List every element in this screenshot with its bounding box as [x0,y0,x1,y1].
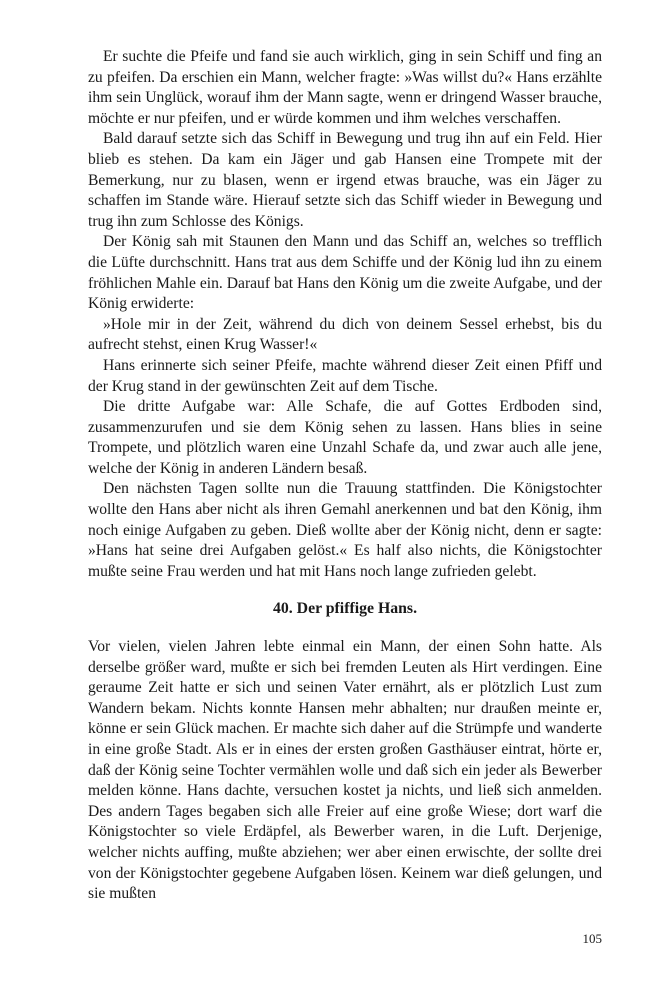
page-number: 105 [582,931,602,946]
paragraph: »Hole mir in der Zeit, während du dich von deinem Sessel erhebst, bis du aufrecht stehst, einen Krug Wasser!« [88,315,602,354]
paragraph: Vor vielen, vielen Jahren lebte einmal ein Mann, der einen Sohn hatte. Als derselbe größer ward, mußte er sich bei fremden Leuten als Hirt verdingen. Eine geraume Zeit hatte er sich und seinen Vater ernährt, als er plötzlich Lust zum Wandern bekam. Nichts konnte Hansen mehr abhalten; nur draußen meinte er, könne er sein Glück machen. Er machte sich daher auf die Strümpfe und wanderte in eine große Stadt. Als er in eines der ersten großen Gasthäuser eintrat, hörte er, daß der König seine Tochter vermählen wolle und daß sich ein jeder als Bewerber melden könne. Hans dachte, versuchen kostet ja nichts, und ließ sich anmelden. Des andern Tages begaben sich alle Freier auf eine große Wiese; dort warf die Königstochter so viele Erdäpfel, als Bewerber waren, in die Luft. Derjenige, welcher nichts auffing, mußte abziehen; wer aber einen erwischte, der sollte drei von der Königstochter gegebene Aufgaben lösen. Keinem war dieß gelungen, und sie mußten [88,638,602,903]
paragraph: Die dritte Aufgabe war: Alle Schafe, die auf Gottes Erdboden sind, zusammenzurufen und sie dem König sehen zu lassen. Hans blies in seine Trompete, und plötzlich waren eine Unzahl Schafe da, und zwar auch alle jene, welche der König in anderen Ländern besaß. [88,398,602,477]
story-heading: 40. Der pfiffige Hans. [272,600,418,618]
paragraph: Den nächsten Tagen sollte nun die Trauung stattfinden. Die Königstochter wollte den Hans aber nicht als ihren Gemahl anerkennen und bat den König, ihm noch einige Aufgaben zu geben. Dieß wollte aber der König nicht, denn er sagte: »Hans hat seine drei Aufgaben gelöst.« Es half also nichts, die Königstochter mußte seine Frau werden und hat mit Hans noch lange zufrieden gelebt. [88,480,602,580]
paragraph: Bald darauf setzte sich das Schiff in Bewegung und trug ihn auf ein Feld. Hier blieb es stehen. Da kam ein Jäger und gab Hansen eine Trompete mit der Bemerkung, nur zu blasen, wenn er irgend etwas brauche, was ein Jäger zu schaffen im Stande wäre. Hierauf setzte sich das Schiff wieder in Bewegung und trug ihn zum Schlosse des Königs. [88,130,602,230]
paragraph: Der König sah mit Staunen den Mann und das Schiff an, welches so trefflich die Lüfte durchschnitt. Hans trat aus dem Schiffe und der König lud ihn zu einem fröhlichen Mahle ein. Darauf bat Hans den König um die zweite Aufgabe, und der König erwiderte: [88,233,602,313]
paragraph: Er suchte die Pfeife und fand sie auch wirklich, ging in sein Schiff und fing an zu pfeifen. Da erschien ein Mann, welcher fragte: »Was willst du?« Hans erzählte ihm sein Unglück, worauf ihm der Mann sagte, wenn er dringend Wasser brauche, möchte er nur pfeifen, und er würde kommen und ihm welches verschaffen. [88,48,602,127]
paragraph: Hans erinnerte sich seiner Pfeife, machte während dieser Zeit einen Pfiff und der Krug stand in der gewünschten Zeit auf dem Tische. [88,356,602,395]
text-block [88,47,602,905]
